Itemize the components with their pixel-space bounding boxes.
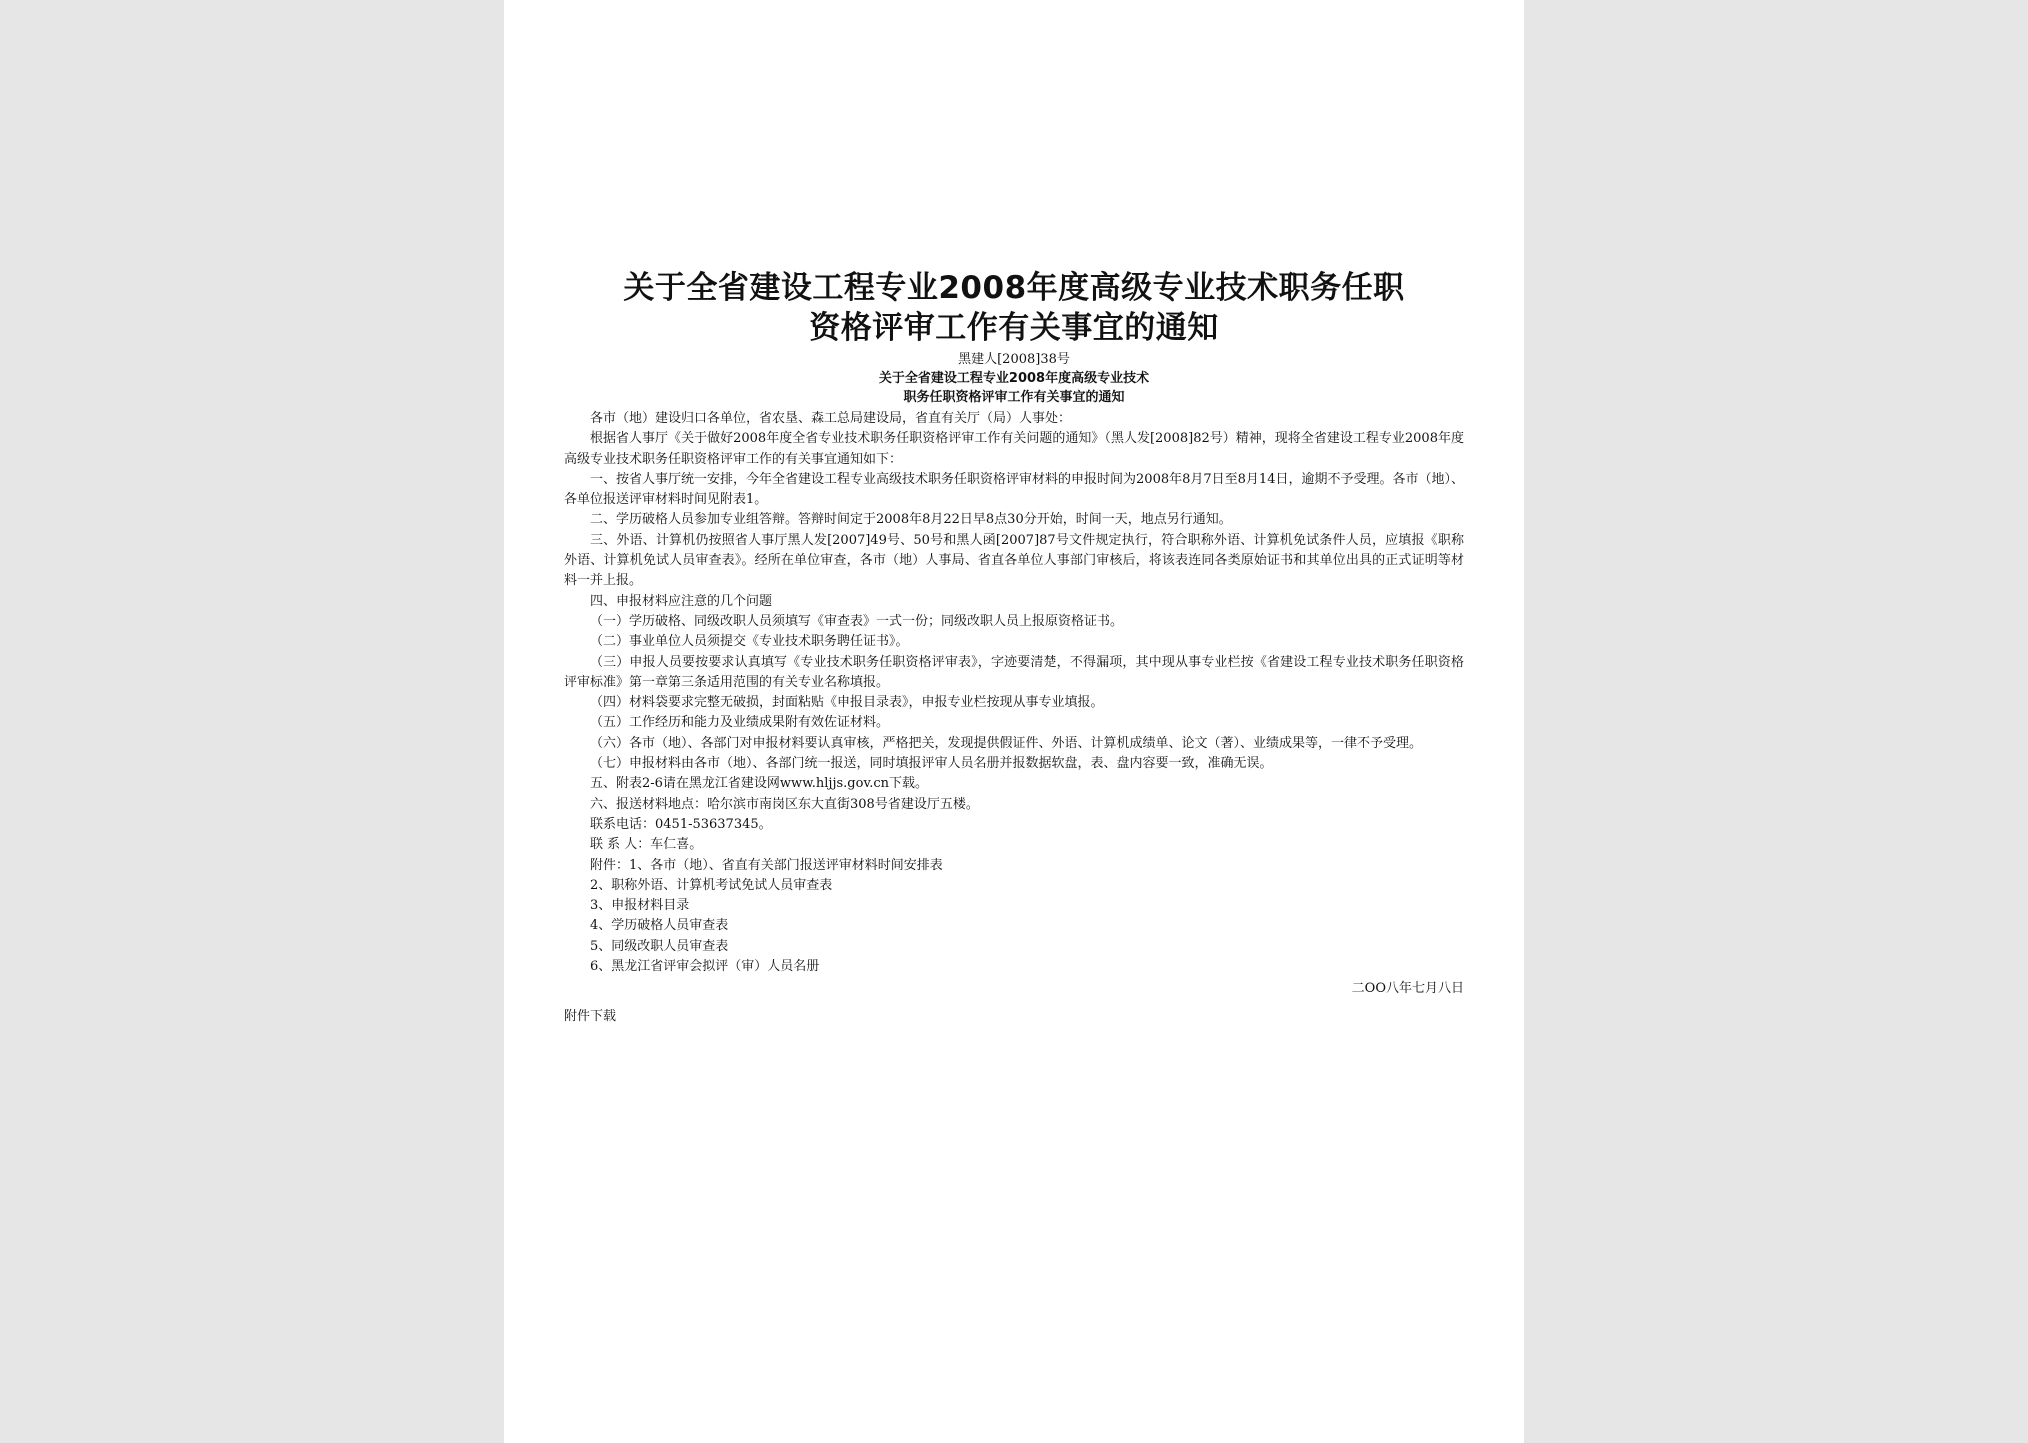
document-number: 黑建人[2008]38号 xyxy=(958,352,1070,367)
paragraph-item-6: 六、报送材料地点：哈尔滨市南岗区东大直街308号省建设厅五楼。 xyxy=(590,796,979,812)
document-content xyxy=(564,268,1464,1027)
paragraph-item-3: 三、外语、计算机仍按照省人事厅黑人发[2007]49号、50号和黑人函[2007]87号文件规定执行，符合职称外语、计算机免试条件人员，应填报《职称外语、计算机免试人员审查表》。经所在单位审查，各市（地）人事局、省直各单位人事部门审核后，将该表连同各类原始证书和其单位出具的正式证明等材料一并上报。 xyxy=(564,532,1464,589)
attachment-item-5: 5、同级改职人员审查表 xyxy=(590,938,729,954)
paragraph-sub-4: （四）材料袋要求完整无破损，封面粘贴《申报目录表》，申报专业栏按现从事专业填报。 xyxy=(590,695,1104,711)
attachment-download-link[interactable]: 附件下载 xyxy=(564,1009,617,1025)
document-subtitle xyxy=(564,369,1464,407)
contact-phone: 联系电话：0451-53637345。 xyxy=(590,816,772,832)
paragraph-sub-2: （二）事业单位人员须提交《专业技术职务聘任证书》。 xyxy=(590,634,909,650)
title-line-1: 关于全省建设工程专业2008年度高级专业技术职务任职 xyxy=(623,270,1405,306)
paragraph-item-5: 五、附表2-6请在黑龙江省建设网www.hljjs.gov.cn下载。 xyxy=(590,776,929,792)
document-title xyxy=(564,268,1464,348)
subtitle-line-2: 职务任职资格评审工作有关事宜的通知 xyxy=(903,390,1125,405)
paragraph-salutation: 各市（地）建设归口各单位，省农垦、森工总局建设局，省直有关厅（局）人事处： xyxy=(590,411,1072,426)
contact-person: 联 系 人：车仁喜。 xyxy=(590,837,703,853)
document-page xyxy=(504,0,1524,1443)
title-line-2: 资格评审工作有关事宜的通知 xyxy=(809,310,1219,346)
document-body xyxy=(564,409,1464,977)
document-date: 二OO八年七月八日 xyxy=(1351,981,1464,997)
attachment-item-1: 附件：1、各市（地）、省直有关部门报送评审材料时间安排表 xyxy=(590,857,943,873)
paragraph-item-1: 一、按省人事厅统一安排，今年全省建设工程专业高级技术职务任职资格评审材料的申报时间为2008年8月7日至8月14日，逾期不予受理。各市（地）、各单位报送评审材料时间见附表1。 xyxy=(564,471,1464,508)
attachment-item-2: 2、职称外语、计算机考试免试人员审查表 xyxy=(590,877,833,893)
paragraph-item-2: 二、学历破格人员参加专业组答辩。答辩时间定于2008年8月22日早8点30分开始，时间一天，地点另行通知。 xyxy=(590,512,1232,528)
paragraph-sub-5: （五）工作经历和能力及业绩成果附有效佐证材料。 xyxy=(590,715,890,731)
paragraph-intro: 根据省人事厅《关于做好2008年度全省专业技术职务任职资格评审工作有关问题的通知》（黑人发[2008]82号）精神，现将全省建设工程专业2008年度高级专业技术职务任职资格评审工作的有关事宜通知如下： xyxy=(564,431,1464,467)
attachment-item-6: 6、黑龙江省评审会拟评（审）人员名册 xyxy=(590,959,820,975)
paragraph-sub-1: （一）学历破格、同级改职人员须填写《审查表》一式一份；同级改职人员上报原资格证书。 xyxy=(590,613,1124,629)
attachment-item-4: 4、学历破格人员审查表 xyxy=(590,918,729,934)
paragraph-sub-3: （三）申报人员要按要求认真填写《专业技术职务任职资格评审表》，字迹要清楚，不得漏项，其中现从事专业栏按《省建设工程专业技术职务任职资格评审标准》第一章第三条适用范围的有关专业名称填报。 xyxy=(564,654,1464,690)
paragraph-sub-7: （七）申报材料由各市（地）、各部门统一报送，同时填报评审人员名册并报数据软盘，表、盘内容要一致，准确无误。 xyxy=(590,756,1273,772)
paragraph-item-4: 四、申报材料应注意的几个问题 xyxy=(590,593,773,609)
attachment-item-3: 3、申报材料目录 xyxy=(590,898,690,914)
subtitle-line-1: 关于全省建设工程专业2008年度高级专业技术 xyxy=(878,371,1150,386)
paragraph-sub-6: （六）各市（地）、各部门对申报材料要认真审核，严格把关，发现提供假证件、外语、计算机成绩单、论文（著）、业绩成果等，一律不予受理。 xyxy=(590,735,1423,751)
